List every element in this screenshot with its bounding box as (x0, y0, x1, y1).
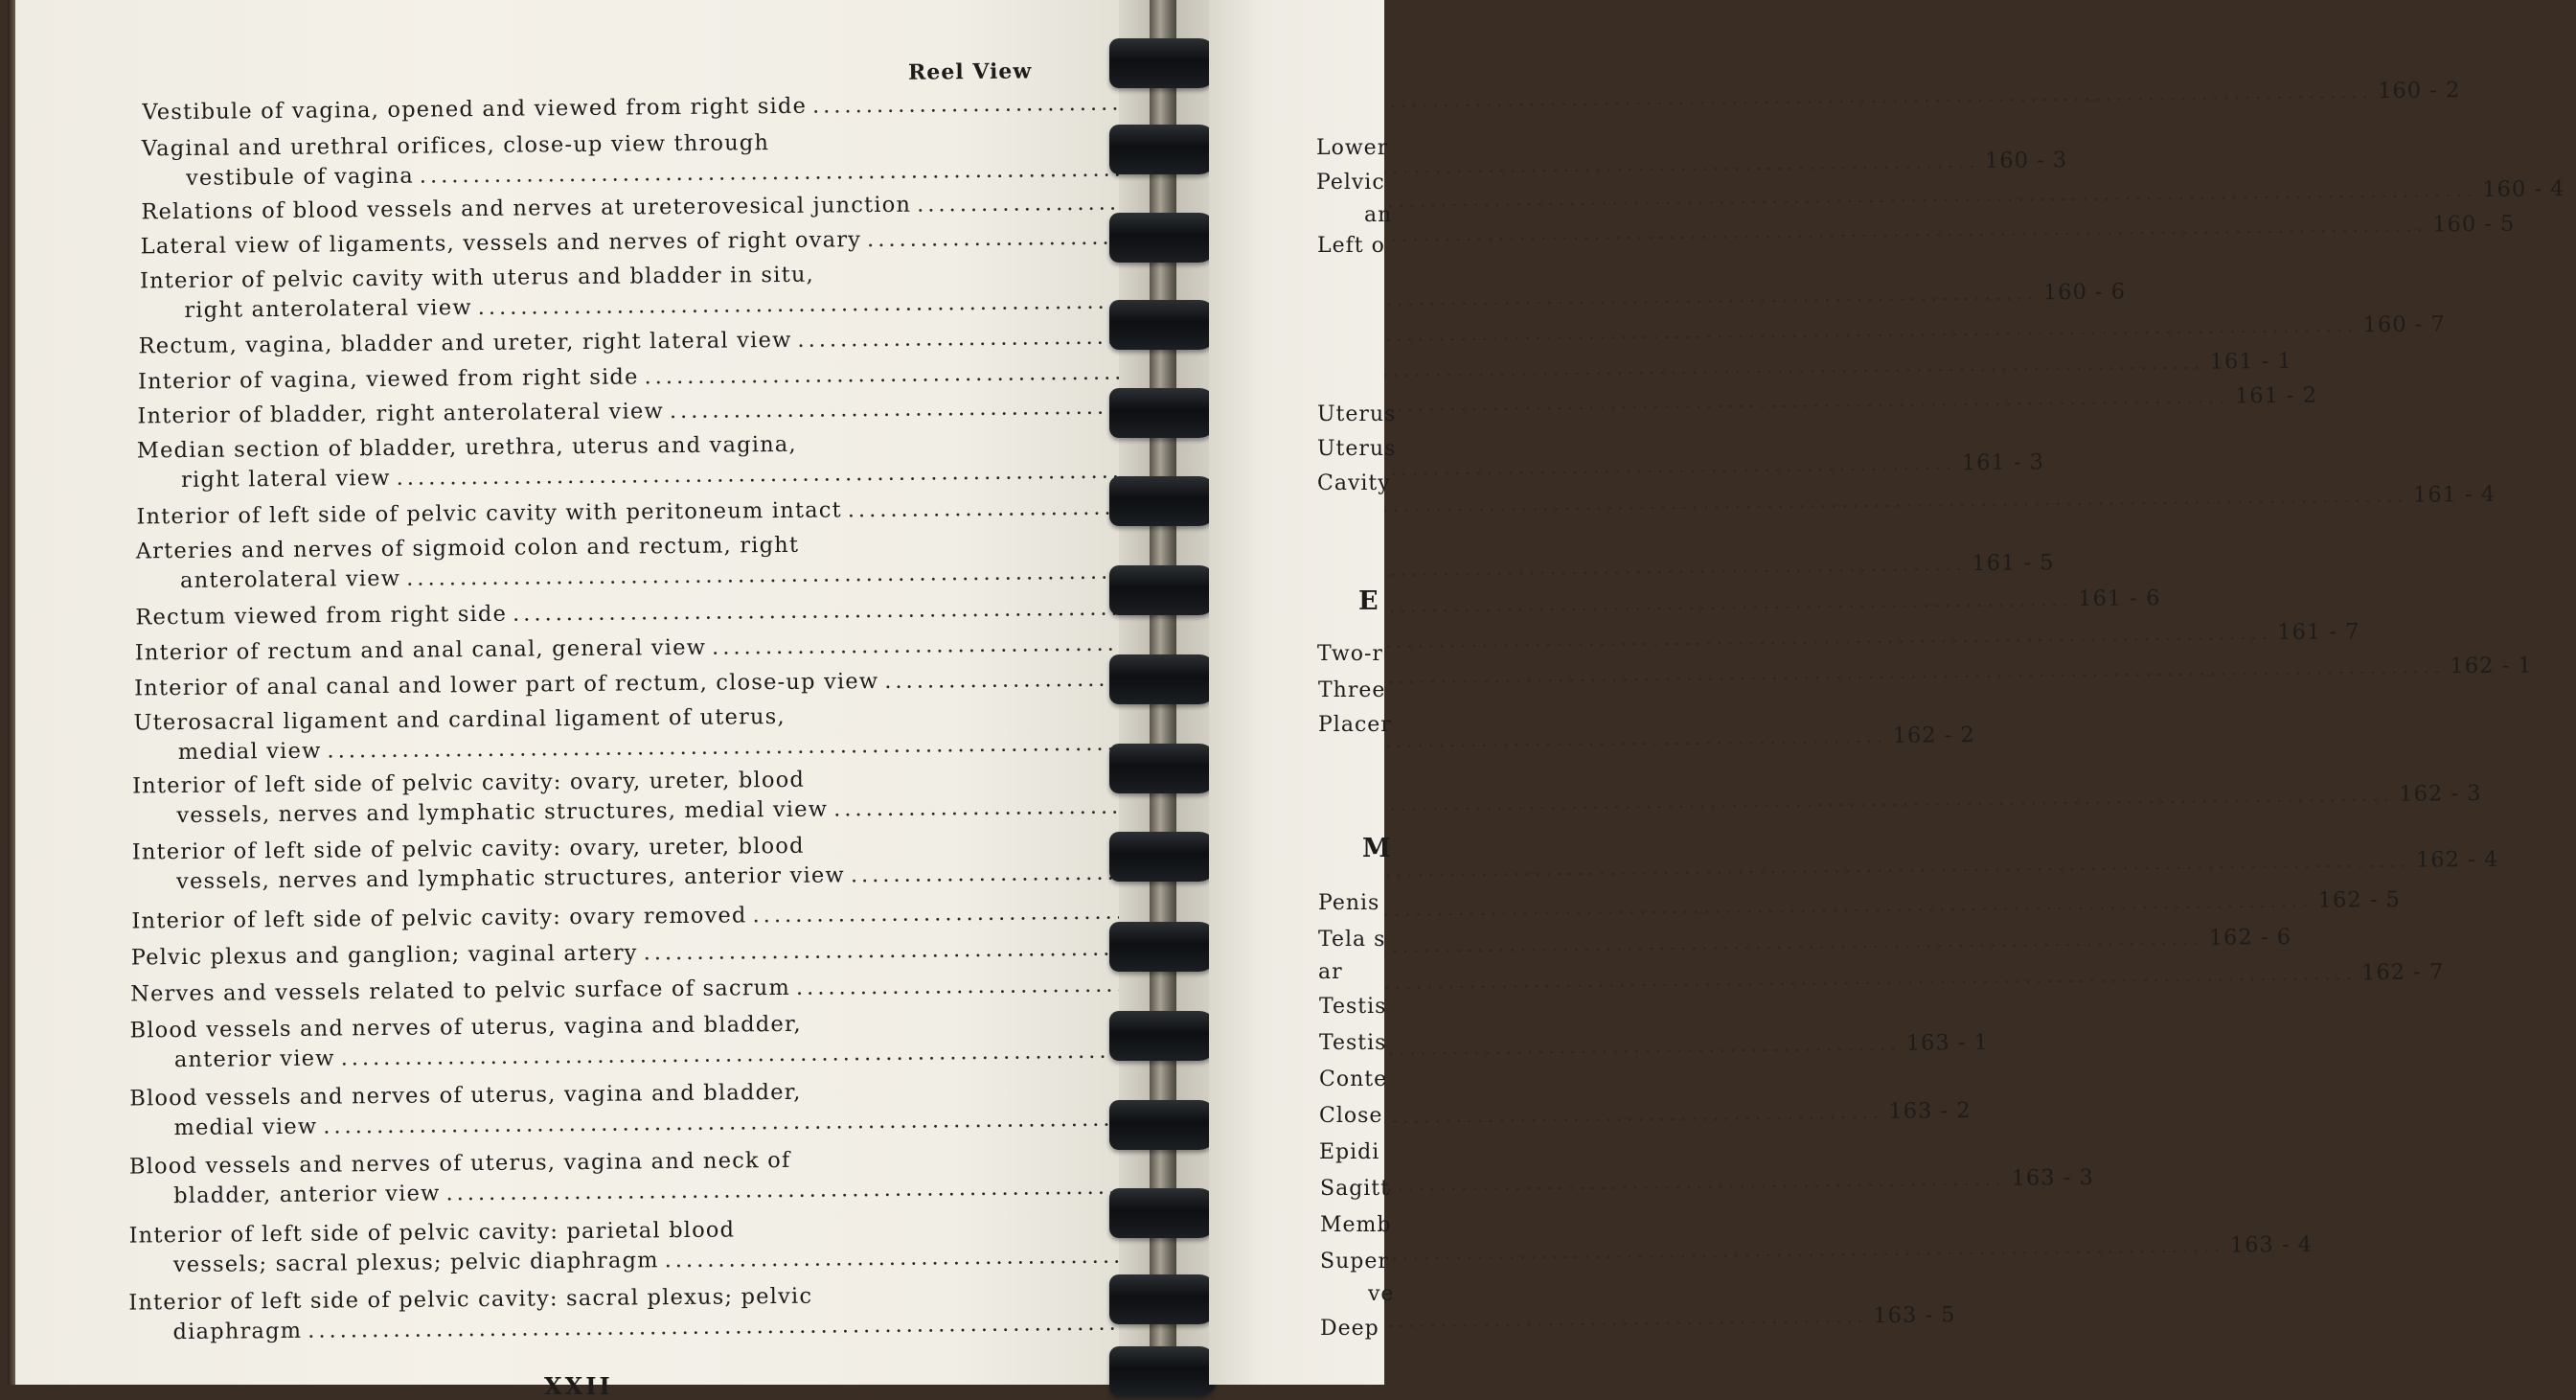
entry-title: Blood vessels and nerves of uterus, vagina and neck of (128, 1147, 791, 1180)
toc-entry (137, 348, 2292, 397)
entry-title: Vestibule of vagina, opened and viewed from right side (142, 93, 808, 126)
reel-view-ref: 162 - 2 (1892, 723, 1975, 748)
right-page-line: Three (1318, 678, 1386, 702)
entry-title: vessels, nerves and lymphatic structures, anterior view (175, 862, 846, 895)
binding-coil (1109, 565, 1217, 615)
reel-view-ref: 161 - 3 (1961, 449, 2045, 476)
reel-view-ref: 161 - 4 (2412, 481, 2496, 508)
dot-leader (851, 846, 2410, 891)
right-page-line: Super (1320, 1250, 1389, 1274)
right-page-line: an (1364, 203, 1393, 227)
entry-title: Interior of rectum and anal canal, general view (134, 634, 707, 666)
toc-entry (138, 311, 2446, 361)
right-page-line: ar (1318, 960, 1343, 984)
entry-title: Interior of left side of pelvic cavity: ovary, ureter, blood (131, 833, 805, 865)
entry-title: Lateral view of ligaments, vessels and nerves of right ovary (140, 227, 862, 260)
binding-coil (1109, 832, 1217, 882)
entry-title: Nerves and vessels related to pelvic surface of sacrum (130, 975, 791, 1007)
reel-view-ref: 160 - 7 (2362, 311, 2446, 338)
toc-entry (136, 481, 2496, 532)
reel-view-ref: 161 - 6 (2078, 585, 2161, 612)
right-page-line: ve (1368, 1282, 1395, 1306)
entry-title: Median section of bladder, urethra, uterus and vagina, (136, 431, 797, 464)
reel-view-ref: 163 - 5 (1873, 1302, 1956, 1329)
entry-title: Interior of pelvic cavity with uterus and bladder in situ, (139, 262, 815, 294)
right-page-heading: E (1358, 586, 1379, 616)
reel-view-ref: 162 - 5 (2317, 886, 2402, 913)
entry-title: vessels, nerves and lymphatic structures, medial view (176, 796, 829, 829)
entry-title: Interior of left side of pelvic cavity: ovary, ureter, blood (132, 767, 806, 799)
dot-leader (833, 780, 2393, 825)
reel-view-ref: 162 - 7 (2360, 959, 2445, 986)
binding-coil (1109, 1011, 1217, 1061)
reel-view-ref: 162 - 6 (2208, 924, 2292, 951)
entry-title: Arteries and nerves of sigmoid colon and rectum, right (135, 532, 800, 564)
right-page (1209, 0, 1397, 1385)
entry-title: diaphragm (172, 1318, 303, 1345)
right-page-line: Two-r (1317, 642, 1383, 666)
entry-title: Blood vessels and nerves of uterus, vagina and bladder, (129, 1011, 802, 1044)
entry-title: medial view (177, 738, 322, 766)
right-page-line: Uterus (1317, 437, 1397, 461)
entry-title: right lateral view (180, 465, 391, 493)
toc-entry (142, 78, 2461, 127)
right-page-line: Penis (1318, 891, 1380, 915)
reel-view-ref: 160 - 2 (2378, 78, 2461, 103)
reel-view-ref: 163 - 4 (2229, 1231, 2314, 1258)
toc-entry (135, 585, 2161, 632)
entry-title: Interior of left side of pelvic cavity: sacral plexus; pelvic (128, 1283, 813, 1316)
reel-view-ref: 163 - 2 (1888, 1098, 1972, 1124)
reel-view-ref: 160 - 5 (2432, 211, 2516, 238)
binding-coil (1109, 1188, 1217, 1238)
entry-title: Relations of blood vessels and nerves at ureterovesical junction (141, 192, 912, 225)
right-page-line: Sagitt (1320, 1177, 1390, 1201)
right-page-line: Testis (1319, 1031, 1387, 1055)
right-page-line: Tela s (1318, 928, 1386, 952)
binding-coil (1109, 922, 1217, 972)
binding-coil (1109, 476, 1217, 526)
binding-coil (1109, 213, 1217, 263)
reel-view-ref: 160 - 3 (1984, 148, 2068, 173)
right-page-line: Placer (1318, 713, 1392, 737)
reel-view-ref: 160 - 4 (2482, 176, 2565, 202)
right-page-line: Deep (1320, 1317, 1379, 1341)
reel-view-ref: 160 - 6 (2042, 279, 2127, 306)
reel-view-ref: 161 - 5 (1972, 550, 2055, 577)
toc-entry (132, 763, 2482, 831)
column-header: Reel View (907, 58, 1033, 85)
right-page-line: Conte (1319, 1067, 1388, 1091)
entry-title: Interior of vagina, viewed from right side (137, 364, 639, 395)
entry-title: Interior of left side of pelvic cavity: ovary removed (131, 903, 747, 934)
entry-title: vessels; sacral plexus; pelvic diaphragm (172, 1248, 659, 1278)
toc-entry (135, 528, 2055, 596)
reel-view-ref: 163 - 3 (2011, 1164, 2094, 1191)
entry-title: Rectum viewed from right side (135, 601, 508, 631)
toc-entry (131, 829, 2499, 897)
right-page-line: Close (1319, 1104, 1383, 1128)
entry-title: Rectum, vagina, bladder and ureter, right lateral view (138, 327, 792, 359)
reel-view-ref: 162 - 4 (2415, 846, 2499, 873)
reel-view-ref: 162 - 1 (2450, 653, 2533, 679)
binding-coil (1109, 1100, 1217, 1150)
right-page-heading: M (1362, 834, 1391, 863)
binding-coil (1109, 1346, 1217, 1396)
entry-title: Blood vessels and nerves of uterus, vagina and bladder, (129, 1079, 802, 1112)
right-page-line: Lower (1316, 136, 1389, 160)
entry-title: Interior of bladder, right anterolateral view (137, 399, 664, 429)
page-number: XXII (544, 1372, 613, 1400)
right-page-line: Memb (1320, 1213, 1392, 1237)
entry-title: Vaginal and urethral orifices, close-up view through (141, 130, 770, 162)
dot-leader (812, 77, 2372, 122)
dot-leader (796, 958, 2356, 1003)
entry-title: vestibule of vagina (185, 163, 414, 191)
entry-title: Uterosacral ligament and cardinal ligament of uterus, (133, 703, 786, 736)
binding-coil (1109, 388, 1217, 438)
toc-entry (139, 258, 2127, 326)
binding-coil (1109, 38, 1217, 88)
entry-title: medial view (173, 1113, 318, 1141)
right-page-line: Cavity (1317, 471, 1391, 495)
entry-title: Interior of anal canal and lower part of rectum, close-up view (134, 669, 879, 701)
binding-coil (1109, 1274, 1217, 1324)
entry-title: Interior of left side of pelvic cavity: parietal blood (128, 1217, 736, 1249)
right-page-line: Epidi (1319, 1140, 1380, 1164)
right-page-line: Pelvic (1316, 171, 1385, 195)
binding-coil (1109, 300, 1217, 350)
entry-title: anterior view (173, 1045, 335, 1073)
reel-view-ref: 163 - 1 (1905, 1029, 1990, 1056)
binding-coil (1109, 744, 1217, 793)
entry-title: bladder, anterior view (173, 1181, 441, 1209)
right-page-line: Left o (1317, 234, 1385, 258)
right-page-line: Testis (1319, 995, 1387, 1019)
dot-leader (848, 481, 2407, 526)
reel-view-ref: 161 - 1 (2209, 348, 2292, 375)
entry-title: right anterolateral view (184, 295, 472, 323)
entry-title: Interior of left side of pelvic cavity with peritoneum intact (136, 497, 842, 530)
right-page-line: Uterus (1317, 402, 1397, 426)
entry-title: Pelvic plexus and ganglion; vaginal artery (130, 940, 638, 971)
reel-view-ref: 162 - 3 (2399, 780, 2482, 807)
reel-view-ref: 161 - 2 (2234, 382, 2318, 409)
binding-coil (1109, 654, 1217, 704)
binding-coil (1109, 125, 1217, 174)
reel-view-ref: 161 - 7 (2277, 619, 2360, 646)
entry-title: anterolateral view (179, 565, 401, 594)
